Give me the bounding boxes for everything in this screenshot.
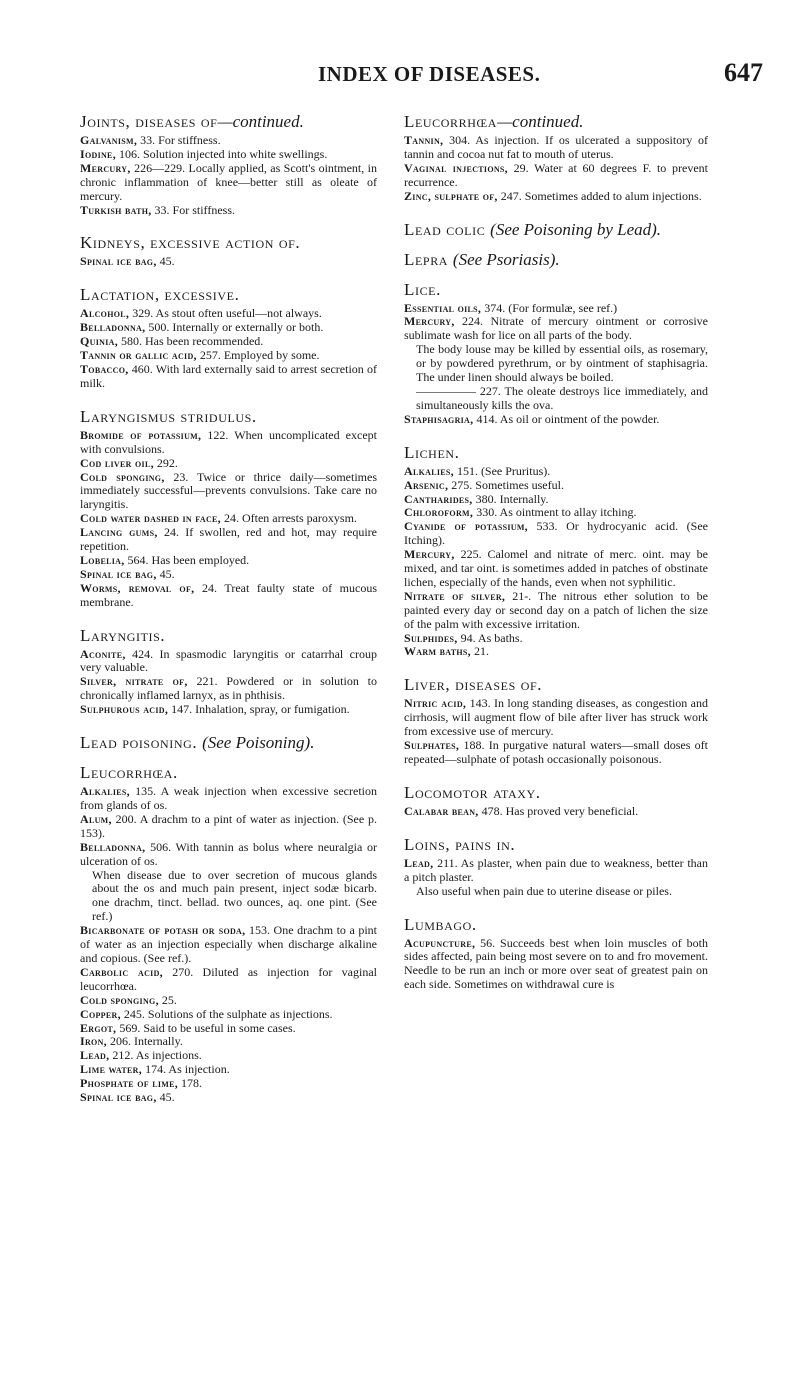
heading-continued: —continued. <box>217 112 304 131</box>
heading-text: Locomotor ataxy. <box>404 782 541 802</box>
heading-text: Liver, diseases of. <box>404 675 543 695</box>
heading-text: Joints, diseases of <box>80 112 218 131</box>
index-entry <box>404 805 708 819</box>
remedy-name: Spinal ice bag, <box>80 566 157 581</box>
heading-text: Lead poisoning. <box>80 733 198 753</box>
entry-text: 206. Internally. <box>106 1034 183 1049</box>
entry-text: 33. For stiffness. <box>151 202 235 217</box>
entry-note <box>416 885 708 899</box>
entry-text: 506. With tannin as bolus where neuralgia or ulceration of os. <box>80 839 377 868</box>
section-heading <box>404 835 708 855</box>
remedy-name: Iron, <box>80 1034 107 1049</box>
index-section <box>80 233 377 269</box>
index-entry <box>80 349 377 363</box>
index-entry <box>404 506 708 520</box>
index-entry <box>80 994 377 1008</box>
index-entry <box>404 739 708 767</box>
remedy-name: Sulphates, <box>404 738 460 753</box>
entry-text: 153. One drachm to a pint of water as an injection especially when discharge alkaline and copious. (See ref.). <box>80 923 377 965</box>
heading-text: Kidneys, excessive action of. <box>80 233 301 253</box>
entry-text: 329. As stout often useful—not always. <box>129 306 322 321</box>
heading-text: Lactation, excessive. <box>80 285 240 305</box>
remedy-name: Galvanism, <box>80 133 138 147</box>
entry-text: When disease due to over secretion of mucous glands about the os and much pain present, inject sodæ bicarb. one drachm, tinct. bellad. two ounces, aq. one pint. (See ref.) <box>92 867 377 924</box>
entry-text: 29. Water at 60 degrees F. to prevent recurrence. <box>404 160 708 189</box>
remedy-name: Alkalies, <box>404 463 454 478</box>
heading-text: Lead colic <box>404 219 486 239</box>
section-heading <box>80 407 377 427</box>
remedy-name: Iodine, <box>80 146 116 161</box>
index-entry <box>80 582 377 610</box>
entry-text: 56. Succeeds best when loin muscles of both sides affected, pain being most severe on to and fro movement. Needle to be run an inch or more over seat of greatest pain on each side. Sometimes on withdrawal cure is <box>404 935 708 992</box>
right-column <box>404 112 708 1008</box>
remedy-name: Cod liver oil, <box>80 455 154 470</box>
index-entry <box>80 1063 377 1077</box>
entry-text: 564. Has been employed. <box>124 552 250 567</box>
remedy-name: Phosphate of lime, <box>80 1076 179 1091</box>
entry-text: 25. <box>158 992 177 1007</box>
entry-text: 424. In spasmodic laryngitis or catarrhal croup very valuable. <box>80 646 377 675</box>
index-entry <box>404 315 708 343</box>
index-entry <box>404 548 708 590</box>
remedy-name: Cold water dashed in face, <box>80 511 221 526</box>
heading-text: Laryngismus stridulus. <box>80 406 257 426</box>
index-section <box>404 443 708 660</box>
entry-text: 200. A drachm to a pint of water as injection. (See p. 153). <box>80 811 377 840</box>
remedy-name: Warm baths, <box>404 644 471 659</box>
index-entry <box>80 841 377 869</box>
entry-text: 94. As baths. <box>457 630 523 645</box>
section-heading <box>80 733 377 753</box>
remedy-name: Nitrate of silver, <box>404 588 506 603</box>
entry-text: Also useful when pain due to uterine disease or piles. <box>416 883 672 898</box>
remedy-name: Tobacco, <box>80 361 129 376</box>
remedy-name: Spinal ice bag, <box>80 254 157 269</box>
index-entry <box>80 335 377 349</box>
remedy-name: Belladonna, <box>80 320 146 335</box>
index-entry <box>80 813 377 841</box>
remedy-name: Alkalies, <box>80 784 130 799</box>
section-heading <box>404 675 708 695</box>
entry-text: 221. Powdered or in solution to chronically inflamed larnyx, as in phthisis. <box>80 674 378 703</box>
entry-text: The body louse may be killed by essential oils, as rosemary, or by powdered pyrethrum, or by ointment of staphisagria. The under linen should always be boiled. <box>416 342 708 385</box>
section-heading <box>404 250 708 270</box>
heading-cross-reference: (See Poisoning by Lead). <box>490 219 662 239</box>
index-section <box>404 675 708 767</box>
remedy-name: Cantharides, <box>404 491 473 506</box>
entry-text: 151. (See Pruritus). <box>453 463 551 478</box>
heading-text: Leucorrhœa. <box>80 763 178 783</box>
entry-text: 270. Diluted as injection for vaginal leucorrhœa. <box>80 964 377 993</box>
entry-text: 212. As injections. <box>109 1048 202 1063</box>
heading-text: Lepra <box>404 249 449 269</box>
entry-text: 580. Has been recommended. <box>118 334 264 349</box>
entry-text: 275. Sometimes useful. <box>448 477 564 492</box>
index-entry <box>80 924 377 966</box>
entry-text: 245. Solutions of the sulphate as injections. <box>120 1006 333 1021</box>
remedy-name: Lime water, <box>80 1062 143 1077</box>
heading-text: Laryngitis. <box>80 625 166 645</box>
index-section <box>80 285 377 390</box>
index-entry <box>80 1008 377 1022</box>
remedy-name: Calabar bean, <box>404 803 479 818</box>
index-entry <box>80 307 377 321</box>
entry-text: 500. Internally or externally or both. <box>145 320 324 335</box>
remedy-name: Carbolic acid, <box>80 964 163 979</box>
remedy-name: Copper, <box>80 1006 121 1021</box>
remedy-name: Alcohol, <box>80 306 130 321</box>
entry-text: 226—229. Locally applied, as Scott's ointment, in chronic inflammation of knee—better still as oleate of mercury. <box>80 160 377 203</box>
index-section <box>404 280 708 427</box>
page-number: 647 <box>724 58 763 87</box>
index-section <box>80 626 377 718</box>
index-entry <box>80 675 377 703</box>
index-entry <box>404 645 708 659</box>
entry-text: 45. <box>156 254 175 269</box>
remedy-name: Bicarbonate of potash or soda, <box>80 923 246 938</box>
remedy-name: Chloroform, <box>404 505 474 520</box>
entry-text: 380. Internally. <box>472 491 549 506</box>
index-section <box>404 783 708 819</box>
index-section <box>404 915 708 993</box>
index-entry <box>404 413 708 427</box>
entry-text: 533. Or hydrocyanic acid. (See Itching). <box>404 519 708 548</box>
index-entry <box>80 321 377 335</box>
entry-text: 106. Solution injected into white swellings. <box>116 146 328 161</box>
entry-note <box>416 343 708 385</box>
entry-note <box>92 869 377 925</box>
index-entry <box>80 1049 377 1063</box>
left-column <box>80 112 377 1121</box>
index-entry <box>404 590 708 632</box>
entry-text: 45. <box>156 1090 175 1105</box>
remedy-name: Tannin or gallic acid, <box>80 348 197 363</box>
index-entry <box>404 857 708 885</box>
index-section <box>404 112 708 204</box>
entry-text: 414. As oil or ointment of the powder. <box>473 411 660 426</box>
heading-continued: —continued. <box>497 112 584 131</box>
remedy-name: Aconite, <box>80 646 126 661</box>
remedy-name: Silver, nitrate of, <box>80 674 188 689</box>
index-entry <box>80 255 377 269</box>
index-entry <box>80 703 377 717</box>
entry-text: 569. Said to be useful in some cases. <box>116 1020 296 1035</box>
entry-text: 24. Treat faulty state of mucous membrane. <box>80 580 377 609</box>
heading-text: Loins, pains in. <box>404 834 516 854</box>
entry-text: 304. As injection. If os ulcerated a suppository of tannin and cocoa nut fat to mouth of uterus. <box>404 133 708 161</box>
index-entry <box>80 457 377 471</box>
entry-text: 24. If swollen, red and hot, may require repetition. <box>80 525 377 554</box>
entry-text: 188. In purgative natural waters—small doses oft repeated—sulphate of potash occasionally poisonous. <box>404 738 708 766</box>
index-section <box>80 763 377 1105</box>
index-entry <box>80 554 377 568</box>
section-heading <box>80 763 377 783</box>
entry-text: 211. As plaster, when pain due to weakness, better than a pitch plaster. <box>404 855 708 884</box>
remedy-name: Bromide of potassium, <box>80 427 202 442</box>
index-entry <box>80 162 377 204</box>
index-section <box>404 220 708 240</box>
remedy-name: Worms, removal of, <box>80 580 195 595</box>
remedy-name: Staphisagria, <box>404 411 474 426</box>
index-entry <box>80 204 377 218</box>
heading-text: Lumbago. <box>404 914 477 934</box>
remedy-name: Lancing gums, <box>80 525 158 540</box>
running-head <box>0 58 800 92</box>
entry-text: ————— 227. The oleate destroys lice immediately, and simultaneously kills the ova. <box>416 383 708 412</box>
heading-cross-reference: (See Psoriasis). <box>452 249 560 269</box>
index-entry <box>404 479 708 493</box>
remedy-name: Tannin, <box>404 133 444 147</box>
entry-text: 21. <box>470 644 489 659</box>
section-heading <box>404 112 708 132</box>
heading-cross-reference: (See Poisoning). <box>202 733 315 753</box>
heading-text: Lichen. <box>404 442 460 462</box>
entry-text: 147. Inhalation, spray, or fumigation. <box>168 702 350 717</box>
index-entry <box>80 648 377 676</box>
entry-text: 45. <box>156 566 175 581</box>
index-section <box>404 835 708 899</box>
remedy-name: Mercury, <box>80 160 131 175</box>
remedy-name: Lead, <box>404 855 434 870</box>
entry-text: 224. Nitrate of mercury ointment or corrosive sublimate wash for lice on all parts of the body. <box>404 314 708 343</box>
section-heading <box>80 626 377 646</box>
entry-note <box>416 385 708 413</box>
section-heading <box>80 112 377 132</box>
index-entry <box>404 697 708 739</box>
entry-text: 174. As injection. <box>142 1062 230 1077</box>
remedy-name: Lead, <box>80 1048 110 1063</box>
entry-text: 178. <box>178 1076 203 1091</box>
entry-text: 225. Calomel and nitrate of merc. oint. may be mixed, and tar oint. is sometimes added in patches of obstinate lichen, especially of the hands, even when not syphilitic. <box>404 547 708 589</box>
remedy-name: Alum, <box>80 811 112 826</box>
remedy-name: Vaginal injections, <box>404 160 508 175</box>
remedy-name: Nitric acid, <box>404 696 467 711</box>
remedy-name: Cold sponging, <box>80 469 165 484</box>
index-entry <box>404 162 708 190</box>
entry-text: 292. <box>153 455 178 470</box>
remedy-name: Mercury, <box>404 547 455 562</box>
index-entry <box>404 937 708 993</box>
remedy-name: Sulphurous acid, <box>80 702 169 717</box>
remedy-name: Sulphides, <box>404 630 458 645</box>
index-entry <box>80 785 377 813</box>
index-section <box>404 250 708 270</box>
remedy-name: Mercury, <box>404 314 455 329</box>
section-heading <box>404 783 708 803</box>
entry-text: 143. In long standing diseases, as congestion and cirrhosis, will augment flow of bile after liver has struck work from excessive use of mercury. <box>404 696 708 739</box>
remedy-name: Ergot, <box>80 1020 117 1035</box>
remedy-name: Belladonna, <box>80 839 146 854</box>
index-entry <box>404 134 708 162</box>
index-entry <box>80 966 377 994</box>
section-heading <box>404 443 708 463</box>
remedy-name: Turkish bath, <box>80 202 152 217</box>
remedy-name: Essential oils, <box>404 300 482 315</box>
index-entry <box>80 429 377 457</box>
remedy-name: Cold sponging, <box>80 992 159 1007</box>
remedy-name: Arsenic, <box>404 477 449 492</box>
index-section <box>80 112 377 217</box>
entry-text: 122. When uncomplicated except with convulsions. <box>80 427 377 456</box>
index-entry <box>80 1035 377 1049</box>
heading-text: Leucorrhœa <box>404 112 498 131</box>
index-entry <box>80 1022 377 1036</box>
remedy-name: Lobelia, <box>80 552 125 567</box>
index-section <box>80 407 377 610</box>
index-entry <box>80 568 377 582</box>
index-entry <box>404 520 708 548</box>
index-entry <box>80 526 377 554</box>
section-heading <box>80 285 377 305</box>
remedy-name: Acupuncture, <box>404 935 476 950</box>
entry-text: 478. Has proved very beneficial. <box>478 803 639 818</box>
index-entry <box>404 493 708 507</box>
entry-text: 330. As ointment to allay itching. <box>473 505 637 520</box>
running-head-title: INDEX OF DISEASES. <box>318 62 541 86</box>
index-entry <box>404 302 708 316</box>
remedy-name: Zinc, sulphate of, <box>404 188 498 203</box>
index-section <box>80 733 377 753</box>
section-heading <box>80 233 377 253</box>
entry-text: 247. Sometimes added to alum injections. <box>497 188 702 203</box>
entry-text: 21-. The nitrous ether solution to be painted every day or second day on a patch of lichen the size of the palm with excessive irritation. <box>404 588 709 631</box>
index-entry <box>80 134 377 148</box>
entry-text: 23. Twice or thrice daily—sometimes immediately successful—prevents convulsions. Take care no laryngitis. <box>80 469 378 512</box>
section-heading <box>404 220 708 240</box>
entry-text: 257. Employed by some. <box>196 348 320 363</box>
entry-text: 135. A weak injection when excessive secretion from glands of os. <box>80 784 377 812</box>
entry-text: 24. Often arrests paroxysm. <box>220 511 357 526</box>
section-heading <box>404 915 708 935</box>
remedy-name: Cyanide of potassium, <box>404 519 528 534</box>
entry-text: 374. (For formulæ, see ref.) <box>481 300 618 315</box>
remedy-name: Quinia, <box>80 334 118 349</box>
index-entry <box>404 465 708 479</box>
entry-text: 33. For stiffness. <box>137 133 221 147</box>
heading-text: Lice. <box>404 279 441 299</box>
section-heading <box>404 280 708 300</box>
remedy-name: Spinal ice bag, <box>80 1090 157 1105</box>
index-entry <box>80 471 377 513</box>
index-entry <box>80 512 377 526</box>
entry-text: 460. With lard externally said to arrest secretion of milk. <box>80 361 377 390</box>
index-entry <box>404 190 708 204</box>
index-entry <box>404 632 708 646</box>
index-entry <box>80 1077 377 1091</box>
index-entry <box>80 1091 377 1105</box>
index-entry <box>80 148 377 162</box>
index-entry <box>80 363 377 391</box>
